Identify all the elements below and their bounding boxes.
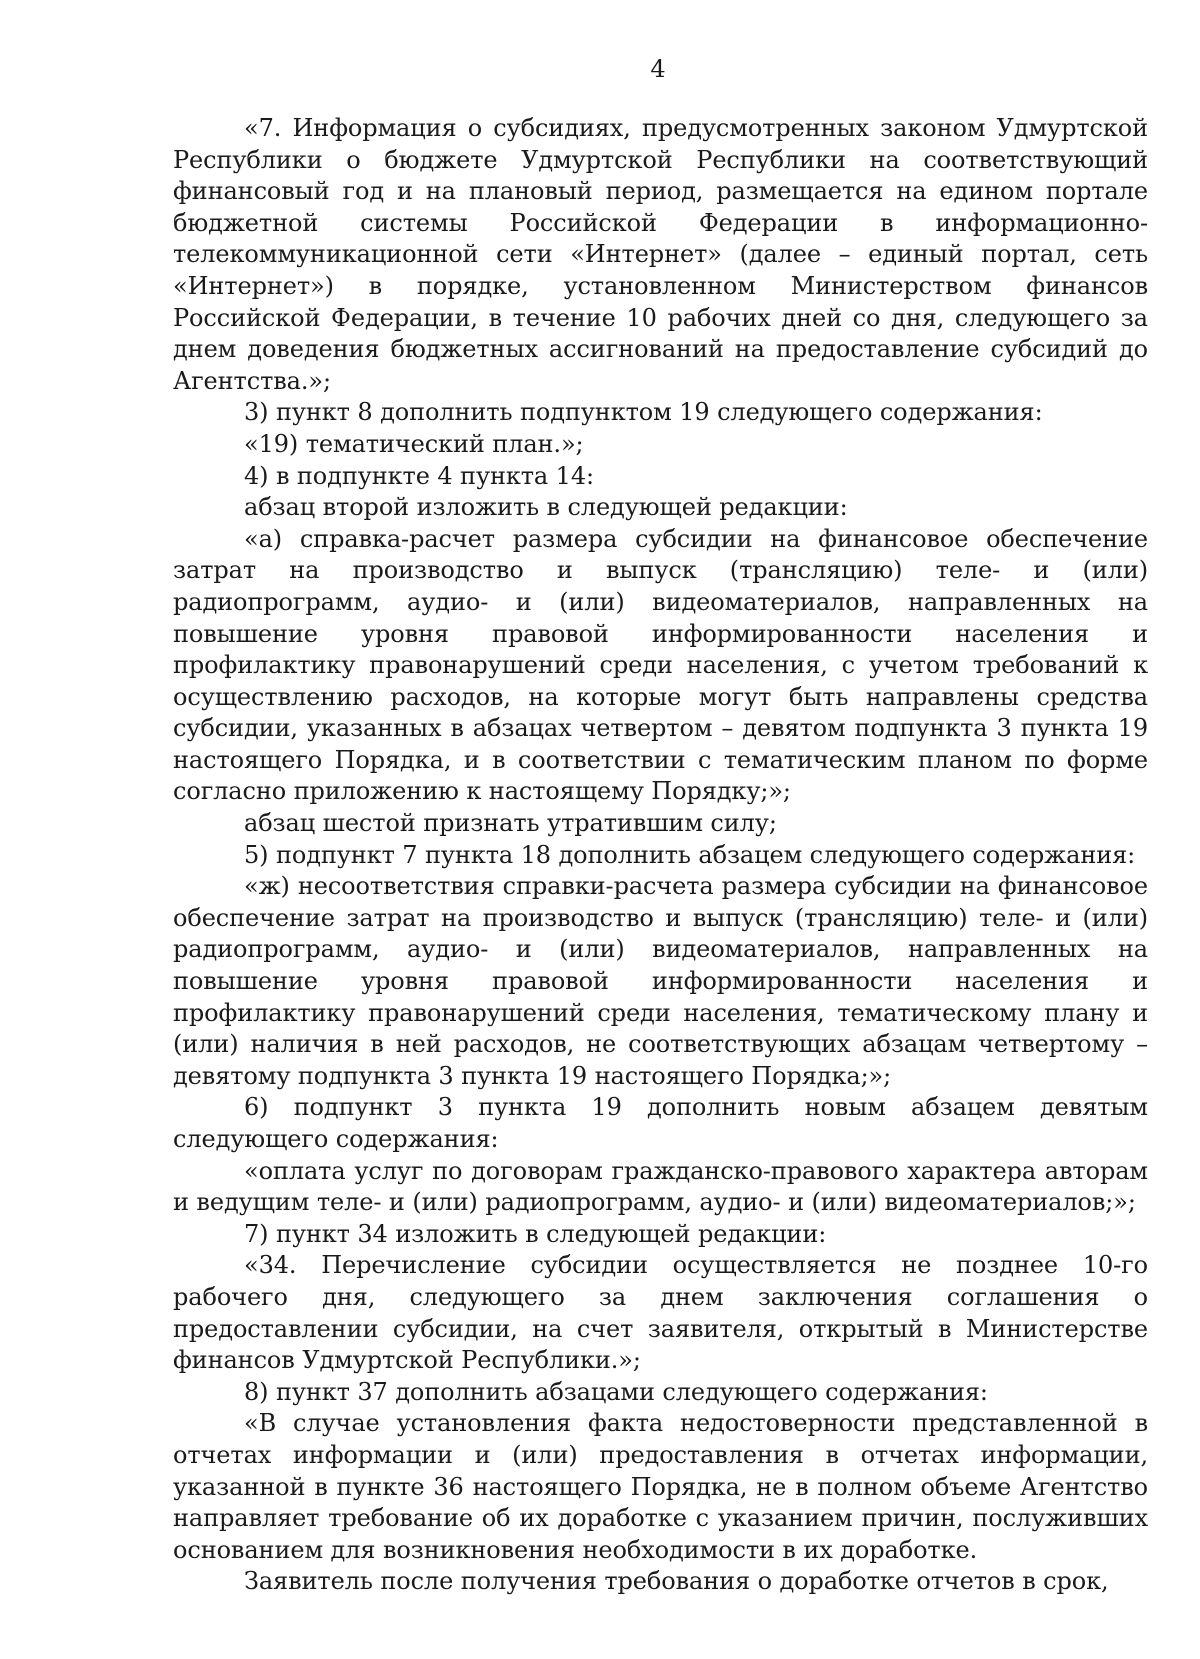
paragraph-abzac-sixth: абзац шестой признать утратившим силу; — [244, 809, 777, 838]
paragraph-amend-6: 6) подпункт 3 пункта 19 дополнить новым абзацем девятым следующего содержания: — [173, 1093, 1148, 1153]
paragraph-amend-5: 5) подпункт 7 пункта 18 дополнить абзацем следующего содержания: — [244, 840, 1136, 869]
paragraph-item-7-info: «7. Информация о субсидиях, предусмотренных законом Удмуртской Республики о бюджете Удмуртской Республики на соответствующий финансовый год и на плановый период, размещается на едином портале бюджетной системы Российской Федерации в информационно-телекоммуникационной сети «Интернет» (далее – единый портал, сеть «Интернет») в порядке, установленном Министерством финансов Российской Федерации, в течение 10 рабочих дней со дня, следующего за днем доведения бюджетных ассигнований на предоставление субсидий до Агентства.»; — [173, 114, 1148, 395]
paragraph-nesootvetstvie: «ж) несоответствия справки-расчета размера субсидии на финансовое обеспечение затрат на производство и выпуск (трансляцию) теле- и (или) радиопрограмм, аудио- и (или) видеоматериалов, направленных на повышение уровня правовой информированности населения и профилактику правонарушений среди населения, тематическому плану и (или) наличия в ней расходов, не соответствующих абзацам четвертому – девятому подпункта 3 пункта 19 настоящего Порядка;»; — [173, 872, 1148, 1090]
paragraph-amend-4: 4) в подпункте 4 пункта 14: — [244, 461, 594, 490]
paragraph-subitem-19: «19) тематический план.»; — [244, 429, 584, 458]
paragraph-nedostovernost: «В случае установления факта недостоверности представленной в отчетах информации и (или) предоставления в отчетах информации, указанной в пункте 36 настоящего Порядка, не в полном объеме Агентство направляет требование об их доработке с указанием причин, послуживших основанием для возникновения необходимости в их доработке. — [173, 1409, 1148, 1564]
paragraph-oplata-uslug: «оплата услуг по договорам гражданско-правового характера авторам и ведущим теле- и (или) радиопрограмм, аудио- и (или) видеоматериалов;»; — [173, 1156, 1148, 1217]
paragraph-item-34: «34. Перечисление субсидии осуществляется не позднее 10-го рабочего дня, следующего за днем заключения соглашения о предоставлении субсидии, на счет заявителя, открытый в Министерстве финансов Удмуртской Республики.»; — [173, 1251, 1148, 1375]
page-number: 4 — [650, 55, 666, 83]
paragraph-amend-8: 8) пункт 37 дополнить абзацами следующего содержания: — [244, 1377, 988, 1406]
paragraph-amend-3: 3) пункт 8 дополнить подпунктом 19 следующего содержания: — [244, 398, 1043, 427]
document-body — [173, 113, 1148, 1598]
paragraph-spravka-raschet: «а) справка-расчет размера субсидии на финансовое обеспечение затрат на производство и выпуск (трансляцию) теле- и (или) радиопрограмм, аудио- и (или) видеоматериалов, направленных на повышение уровня правовой информированности населения и профилактику правонарушений среди населения, с учетом требований к осуществлению расходов, на которые могут быть направлены средства субсидии, указанных в абзацах четвертом – девятом подпункта 3 пункта 19 настоящего Порядка, и в соответствии с тематическим планом по форме согласно приложению к настоящему Порядку;»; — [173, 524, 1148, 806]
paragraph-zayavitel: Заявитель после получения требования о доработке отчетов в срок, — [244, 1567, 1109, 1596]
paragraph-abzac-second: абзац второй изложить в следующей редакции: — [244, 493, 848, 522]
paragraph-amend-7: 7) пункт 34 изложить в следующей редакции: — [244, 1219, 827, 1248]
